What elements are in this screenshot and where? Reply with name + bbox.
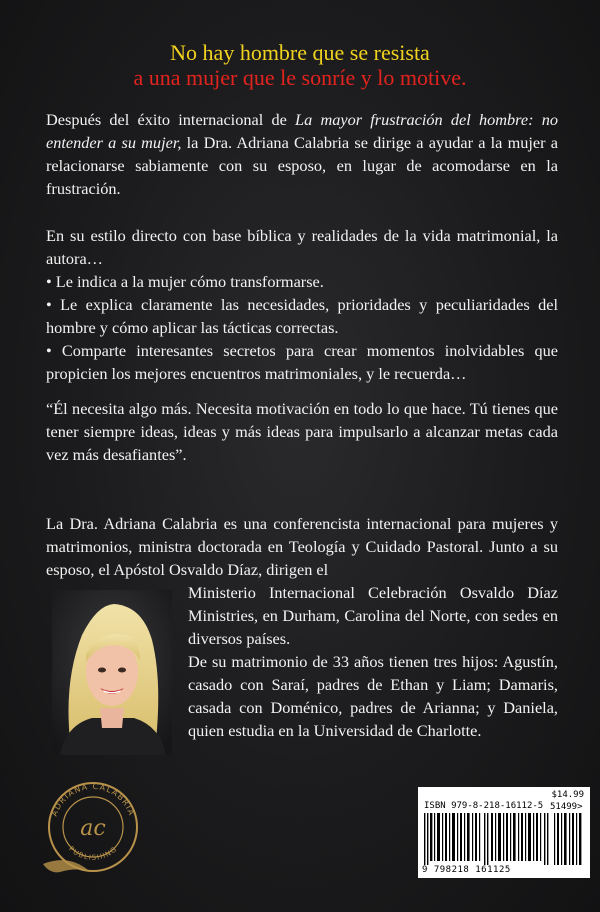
- bio-paragraph-3: De su matrimonio de 33 años tienen tres hijos: Agustín, casado con Saraí, padres de Ethan y Liam; Damaris, casada con Doménico, padres de Arianna; y Daniela, quien estudia en la Universidad de Charlotte.: [188, 652, 558, 740]
- publisher-logo: [38, 772, 148, 882]
- logo-bottom-text: PUBLISHING: [67, 844, 119, 862]
- book-title: La mayor frustración del hombre: no entender a su mujer,: [46, 110, 558, 152]
- intro-suffix: la Dra. Adriana Calabria se dirige a ayudar a la mujer a relacionarse sabiamente con su esposo, en lugar de acomodarse en la frustración.: [46, 133, 558, 198]
- intro-paragraph: [46, 108, 558, 200]
- author-photo: [52, 590, 172, 755]
- svg-text:ADRIANA CALABRIA: [50, 782, 137, 818]
- bullet-item: • Le explica claramente las necesidades, prioridades y peculiaridades del hombre y cómo aplicar las tácticas correctas.: [46, 295, 558, 337]
- barcode-bars: [424, 813, 549, 865]
- logo-monogram: ac: [80, 816, 106, 841]
- barcode-isbn: ISBN 979-8-218-16112-5: [424, 801, 544, 811]
- barcode-addon-bars: [554, 813, 584, 865]
- bullet-item: • Comparte interesantes secretos para crear momentos inolvidables que propicien los mejores encuentros matrimoniales, y le recuerda…: [46, 341, 558, 383]
- quote-paragraph: “Él necesita algo más. Necesita motivación en todo lo que hace. Tú tienes que tener siempre ideas, ideas y más ideas para impulsarlo a alcanzar metas cada vez más desafiantes”.: [46, 399, 558, 464]
- barcode-box: [418, 787, 590, 878]
- style-paragraph: [46, 224, 558, 385]
- style-lead: En su estilo directo con base bíblica y realidades de la vida matrimonial, la autora…: [46, 226, 558, 268]
- bullet-item: • Le indica a la mujer cómo transformarse.: [46, 272, 324, 291]
- intro-prefix: Después del éxito internacional de: [46, 110, 296, 129]
- barcode-price: $14.99: [551, 790, 584, 800]
- headline-line2: a una mujer que le sonríe y lo motive.: [133, 65, 467, 90]
- bio-paragraph-2: Ministerio Internacional Celebración Osvaldo Díaz Ministries, en Durham, Carolina del Norte, con sedes en diversos países.: [188, 583, 558, 648]
- barcode-addon: 51499>: [550, 802, 583, 812]
- bio-paragraph-1: La Dra. Adriana Calabria es una conferencista internacional para mujeres y matrimonios, ministra doctorada en Teología y Cuidado Pastoral. Junto a su esposo, el Apóstol Osvaldo Díaz, dirigen el: [46, 514, 558, 579]
- svg-text:PUBLISHING: [67, 845, 119, 862]
- logo-top-text: ADRIANA CALABRIA: [49, 781, 137, 818]
- barcode-digits: 9 798218 161125: [422, 865, 511, 875]
- headline-line1: No hay hombre que se resista: [170, 40, 430, 65]
